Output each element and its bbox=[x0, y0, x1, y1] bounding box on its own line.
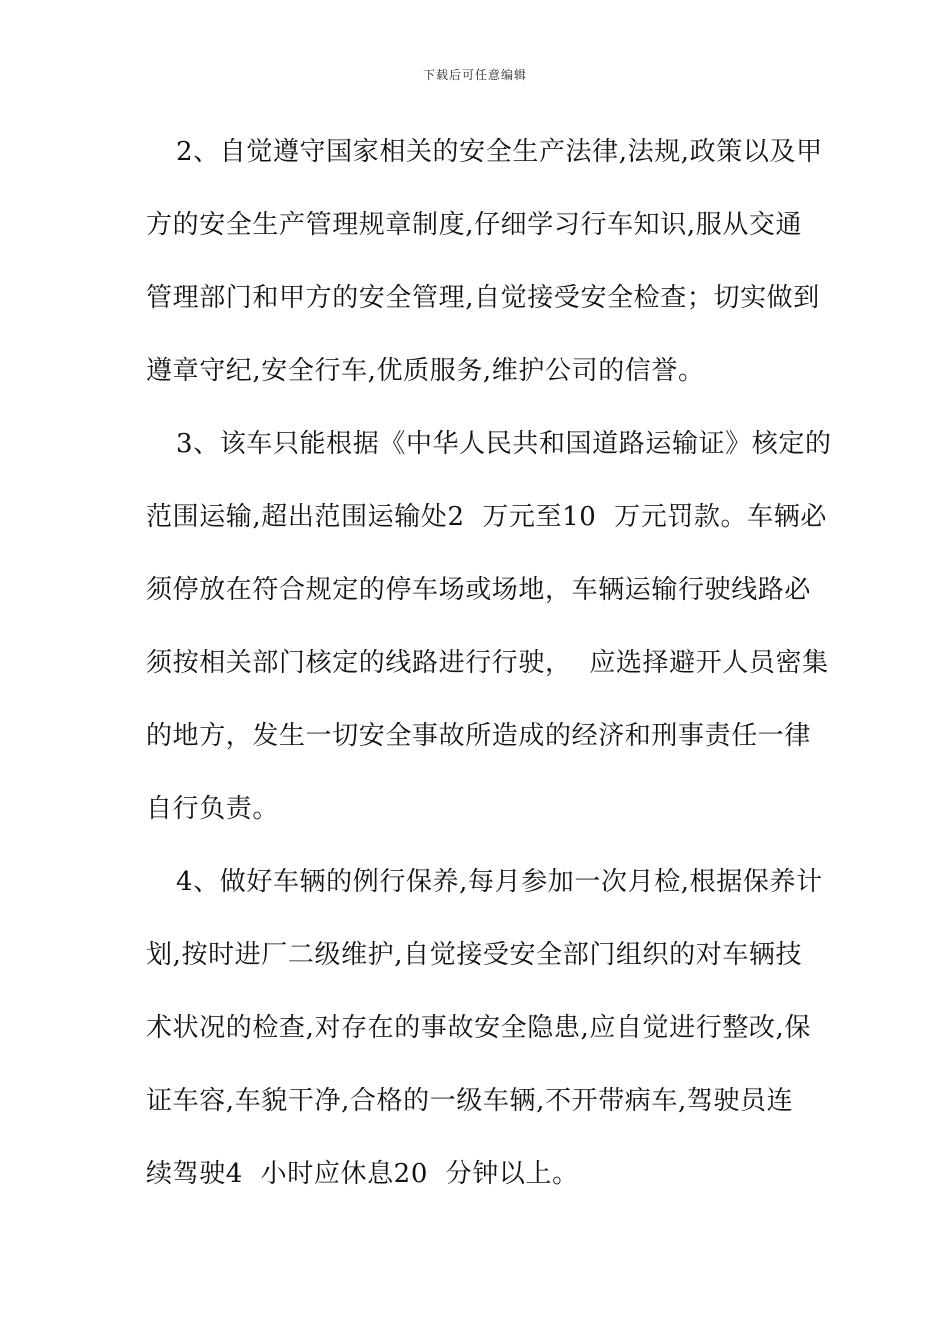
paragraph-line: 2、自觉遵守国家相关的安全生产法律,法规,政策以及甲 bbox=[176, 137, 823, 167]
paragraph-line: 须停放在符合规定的停车场或场地，车辆运输行驶线路必 bbox=[146, 575, 812, 605]
paragraph-line: 遵章守纪,安全行车,优质服务,维护公司的信誉。 bbox=[146, 356, 705, 386]
paragraph-line: 划,按时进厂二级维护,自觉接受安全部门组织的对车辆技 bbox=[146, 940, 803, 970]
paragraph-line: 的地方，发生一切安全事故所造成的经济和刑事责任一律 bbox=[146, 721, 812, 751]
paragraph-4 bbox=[146, 858, 823, 1223]
paragraph-line: 术状况的检查,对存在的事故安全隐患,应自觉进行整改,保 bbox=[146, 1013, 811, 1043]
paragraph-line: 范围运输,超出范围运输处2 万元至10 万元罚款。车辆必 bbox=[146, 502, 827, 532]
paragraph-line: 须按相关部门核定的线路进行行驶， 应选择避开人员密集 bbox=[146, 648, 829, 678]
paragraph-3 bbox=[146, 420, 832, 858]
paragraph-line: 自行负责。 bbox=[146, 794, 280, 824]
paragraph-2 bbox=[146, 128, 823, 420]
header-note: 下载后可任意编辑 bbox=[422, 68, 527, 82]
paragraph-line: 4、做好车辆的例行保养,每月参加一次月检,根据保养计 bbox=[176, 867, 823, 897]
paragraph-line: 方的安全生产管理规章制度,仔细学习行车知识,服从交通 bbox=[146, 210, 803, 240]
paragraph-line: 证车容,车貌干净,合格的一级车辆,不开带病车,驾驶员连 bbox=[146, 1086, 794, 1116]
document-body bbox=[146, 128, 832, 1223]
paragraph-line: 3、该车只能根据《中华人民共和国道路运输证》核定的 bbox=[176, 429, 832, 459]
paragraph-line: 管理部门和甲方的安全管理,自觉接受安全检查；切实做到 bbox=[146, 283, 820, 313]
paragraph-line: 续驾驶4 小时应休息20 分钟以上。 bbox=[146, 1159, 579, 1189]
